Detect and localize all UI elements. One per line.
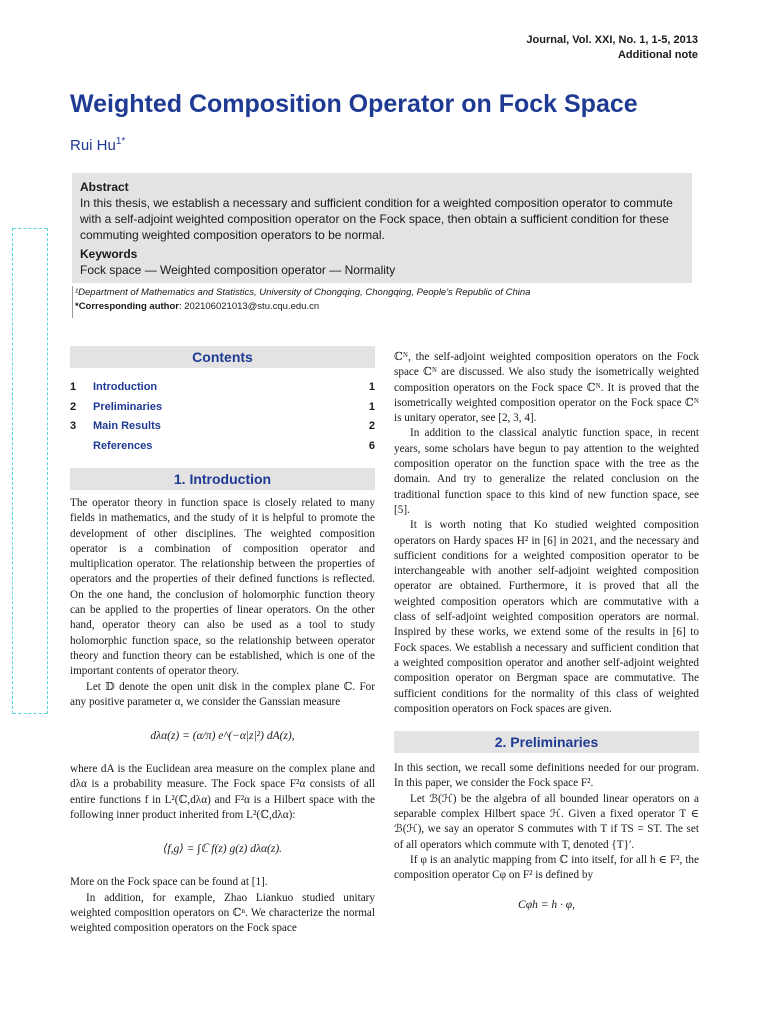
corresponding-author xyxy=(75,300,695,314)
abstract-heading: Abstract xyxy=(80,180,129,194)
intro-paragraph-5: In addition, for example, Zhao Liankuo studied unitary weighted composition operators on ℂⁿ. We characterize the normal weighted composition operators on the Fock space xyxy=(70,891,375,935)
toc-number: 3 xyxy=(70,420,77,432)
paper-title: Weighted Composition Operator on Fock Space xyxy=(70,90,638,118)
keywords-heading: Keywords xyxy=(80,247,138,261)
left-column xyxy=(70,346,375,937)
toc-row[interactable] xyxy=(70,378,375,398)
introduction-heading: 1. Introduction xyxy=(70,468,375,490)
right-paragraph-3: It is worth noting that Ko studied weighted composition operators on Hardy spaces H² in [6] in 2021, and the necessary and sufficient conditions for a weighted composition operator to be interchangeable with another self-adjoint weighted composition operator are obtained. Furthermore, it is proved that all the weighted composition operators which are commutative with a class of self-adjoint weighted composition operators are normal. Inspired by these works, we extend some of the results in [6] to Fock spaces. We establish a necessary and sufficient condition that a weighted composition operator and another self-adjoint weighted composition operator on Bergman space are commutative. The sufficient conditions for the normality of this class of weighted composition operators on Fock spaces are given. xyxy=(394,519,699,715)
corr-label: *Corresponding author xyxy=(75,301,179,312)
intro-paragraph-4: More on the Fock space can be found at [1]. xyxy=(70,876,268,889)
toc-link-preliminaries[interactable]: Preliminaries xyxy=(93,400,163,413)
journal-citation: Journal, Vol. XXI, No. 1, 1-5, 2013 xyxy=(526,34,698,46)
author-mark: 1* xyxy=(115,136,126,147)
toc-link-main-results[interactable]: Main Results xyxy=(93,420,161,432)
toc-row[interactable] xyxy=(70,437,375,457)
keywords-text: Fock space — Weighted composition operator — Normality xyxy=(80,263,396,277)
journal-note: Additional note xyxy=(617,49,698,61)
toc-number: 2 xyxy=(70,400,77,413)
table-of-contents xyxy=(70,378,375,456)
right-paragraph-1: ℂᴺ, the self-adjoint weighted composition operators on the Fock space ℂᴺ are discussed. We also study the isometrically weighted composition operators on the Fock space ℂᴺ. It is proved that the isometrically weighted composition operator on the Fock space ℂᴺ is unitary operator, see [2, 3, 4]. xyxy=(394,351,699,425)
right-paragraph-2: In addition to the classical analytic function space, in recent years, some scholars have begun to pay attention to the weighted composition operator on the function space with the tree as the domain. And try to generalize the related conclusion on the traditional function space to this kind of new function space, see [5]. xyxy=(394,427,699,516)
equation-measure: dλα(z) = (α/π) e^(−α|z|²) dA(z), xyxy=(150,730,295,743)
toc-row[interactable] xyxy=(70,398,375,418)
toc-link-references[interactable]: References xyxy=(93,439,153,452)
toc-page: 6 xyxy=(368,439,375,452)
toc-link-introduction[interactable]: Introduction xyxy=(93,381,158,393)
prelim-paragraph-1: In this section, we recall some definitions needed for our program. In this paper, we consider the Fock space F². xyxy=(394,762,699,790)
abstract-text: In this thesis, we establish a necessary and sufficient condition for a weighted composition operator to commute with a self-adjoint weighted composition operator on the Fock space, then obtain a sufficient condition for these commuting weighted composition operators to be normal. xyxy=(80,196,673,242)
prelim-paragraph-2: Let ℬ(ℋ) be the algebra of all bounded linear operators on a separable complex Hilbert space ℋ. Given a fixed operator T ∈ ℬ(ℋ), we say an operator S commutes with T if TS = ST. The set of all operators which commute with T, denoted {T}′. xyxy=(394,792,699,851)
corr-email: : 202106021013@stu.cqu.edu.cn xyxy=(178,301,320,312)
toc-number: 1 xyxy=(70,381,77,393)
right-column xyxy=(394,350,699,926)
intro-paragraph-3: where dA is the Euclidean area measure on the complex plane and dλα is a probability measure. The Fock space F²α consists of all entire functions f in L²(ℂ,dλα) and F²α is a Hilbert space with the following inner product inherited from L²(ℂ,dλα): xyxy=(70,763,375,822)
abstract-box xyxy=(72,173,692,283)
affiliation-rule xyxy=(72,286,73,318)
affiliation xyxy=(75,286,695,314)
toc-page: 1 xyxy=(368,381,375,393)
contents-heading: Contents xyxy=(70,346,375,368)
intro-paragraph-1: The operator theory in function space is closely related to many fields in mathematics, and the study of it is helpful to promote the development of other disciplines. The weighted composition operator is a combination of composition operator and multiplication operator. The relationship between the properties of operators and the properties of their defined functions is reflected. On the one hand, the conclusion of holomorphic function theory can be applied to the properties of linear operators. On the other hand, operator theory can also be used as a tool to study holomorphic function space, so the relationship between operator theory and function theory can be established, which is one of the important contents of operator theory. xyxy=(70,497,375,678)
toc-page: 1 xyxy=(368,400,375,413)
intro-paragraph-2: Let 𝔻 denote the open unit disk in the complex plane ℂ. For any positive parameter α, we consider the Ganssian measure xyxy=(70,680,375,708)
affiliation-dept: ¹Department of Mathematics and Statistics, University of Chongqing, Chongqing, People's Republic of China xyxy=(75,287,531,298)
author xyxy=(70,136,125,154)
prelim-paragraph-3: If φ is an analytic mapping from ℂ into itself, for all h ∈ F², the composition operator Cφ on F² is defined by xyxy=(394,853,699,882)
toc-page: 2 xyxy=(368,420,375,432)
journal-header xyxy=(526,33,698,63)
margin-guide xyxy=(12,228,48,714)
equation-inner-product: ⟨f,g⟩ = ∫ℂ f(z) g(z) dλα(z). xyxy=(162,843,283,856)
preliminaries-heading: 2. Preliminaries xyxy=(394,731,699,753)
equation-composition: Cφh = h · φ, xyxy=(518,898,575,911)
toc-row[interactable] xyxy=(70,417,375,437)
author-name: Rui Hu xyxy=(70,137,116,154)
toc-number xyxy=(70,437,93,457)
